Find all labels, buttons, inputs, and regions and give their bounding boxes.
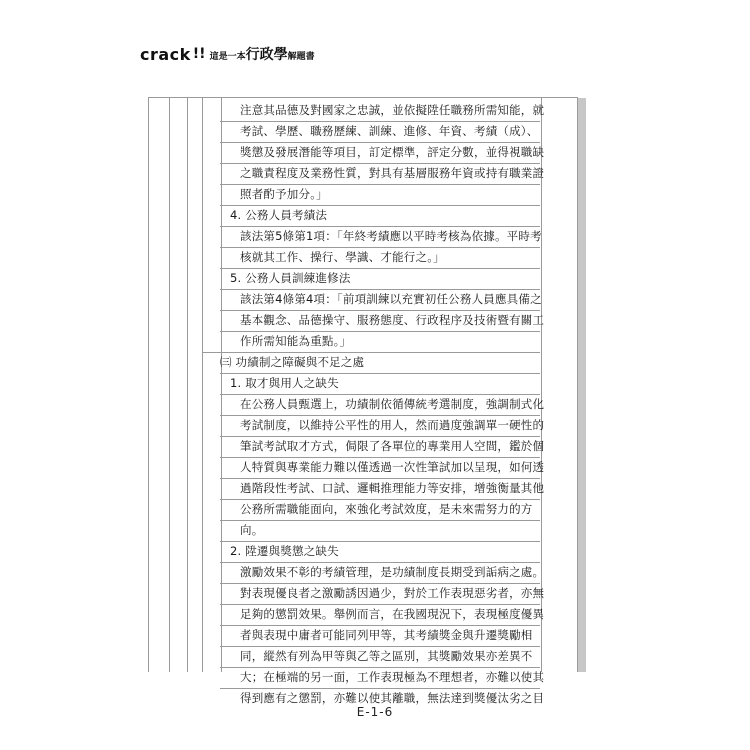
body-line: 考試制度，以維持公平性的用人，然而過度強調單一硬性的	[240, 418, 545, 432]
body-line: 過階段性考試、口試、邏輯推理能力等安排，增強衡量其他	[240, 481, 545, 495]
item-5-title: 5. 公務人員訓練進修法	[230, 271, 351, 285]
body-line: 在公務人員甄選上，功績制依循傳統考選制度，強調制式化	[240, 397, 545, 411]
body-line: 基本觀念、品德操守、服務態度、行政程序及技術暨有關工	[240, 313, 545, 327]
page-header	[140, 44, 315, 64]
body-line: 注意其品德及對國家之忠誠，並依擬陞任職務所需知能，就	[240, 103, 545, 117]
body-line: 考試、學歷、職務歷練、訓練、進修、年資、考績（成）、	[240, 124, 539, 138]
body-line: 向。	[240, 523, 264, 537]
body-line: 核就其工作、操行、學識、才能行之。」	[240, 250, 445, 264]
body-line: 照者酌予加分。」	[240, 187, 328, 201]
series-suffix: 解題書	[287, 52, 315, 62]
series-prefix: 這是一本	[209, 52, 246, 62]
body-line: 該法第5條第1項：「年終考績應以平時考核為依據。平時考	[240, 229, 542, 243]
body-line: 大；在極端的另一面，工作表現極為不理想者，亦難以使其	[240, 670, 545, 684]
item-4-title: 4. 公務人員考績法	[230, 208, 328, 222]
body-line: 者與表現中庸者可能同列甲等，其考績獎金與升遷獎勵相	[240, 628, 533, 642]
series-title	[210, 44, 315, 64]
body-line: 筆試考試取才方式，侷限了各單位的專業用人空間，鑑於個	[240, 439, 545, 453]
body-line: 之職責程度及業務性質，對具有基層服務年資或持有職業證	[240, 166, 545, 180]
body-line: 獎懲及發展潛能等項目，訂定標準，評定分數，並得視職缺	[240, 145, 545, 159]
crack-logo: crack	[140, 44, 191, 64]
body-line: 該法第4條第4項：「前項訓練以充實初任公務人員應具備之	[240, 292, 542, 306]
table-rule	[187, 98, 188, 672]
page-number: E-1-6	[356, 705, 394, 719]
body-line: 同，縱然有列為甲等與乙等之區別，其獎勵效果亦差異不	[240, 649, 533, 663]
body-line: 得到應有之懲罰，亦難以使其離職，無法達到獎優汰劣之目	[240, 691, 545, 705]
item-1-title: 1. 取才與用人之缺失	[230, 376, 339, 390]
body-line: 作所需知能為重點。」	[240, 334, 352, 348]
body-line: 人特質與專業能力難以僅透過一次性筆試加以呈現，如何透	[240, 460, 545, 474]
section-3-title: ㈢ 功績制之障礙與不足之處	[220, 355, 365, 369]
table-rule	[202, 98, 203, 672]
item-2-title: 2. 陞遷與獎懲之缺失	[230, 544, 339, 558]
body-line: 公務所需職能面向，來強化考試效度，是未來需努力的方	[240, 502, 533, 516]
body-line: 對表現優良者之激勵誘因過少，對於工作表現惡劣者，亦無	[240, 586, 545, 600]
series-main: 行政學	[245, 47, 288, 63]
table-rule	[169, 98, 170, 672]
logo-exclamation-mark: !!	[192, 46, 206, 62]
body-line: 激勵效果不彰的考績管理，是功績制度長期受到詬病之處。	[240, 565, 545, 579]
body-line: 足夠的懲罰效果。舉例而言，在我國現況下，表現極度優異	[240, 607, 545, 621]
